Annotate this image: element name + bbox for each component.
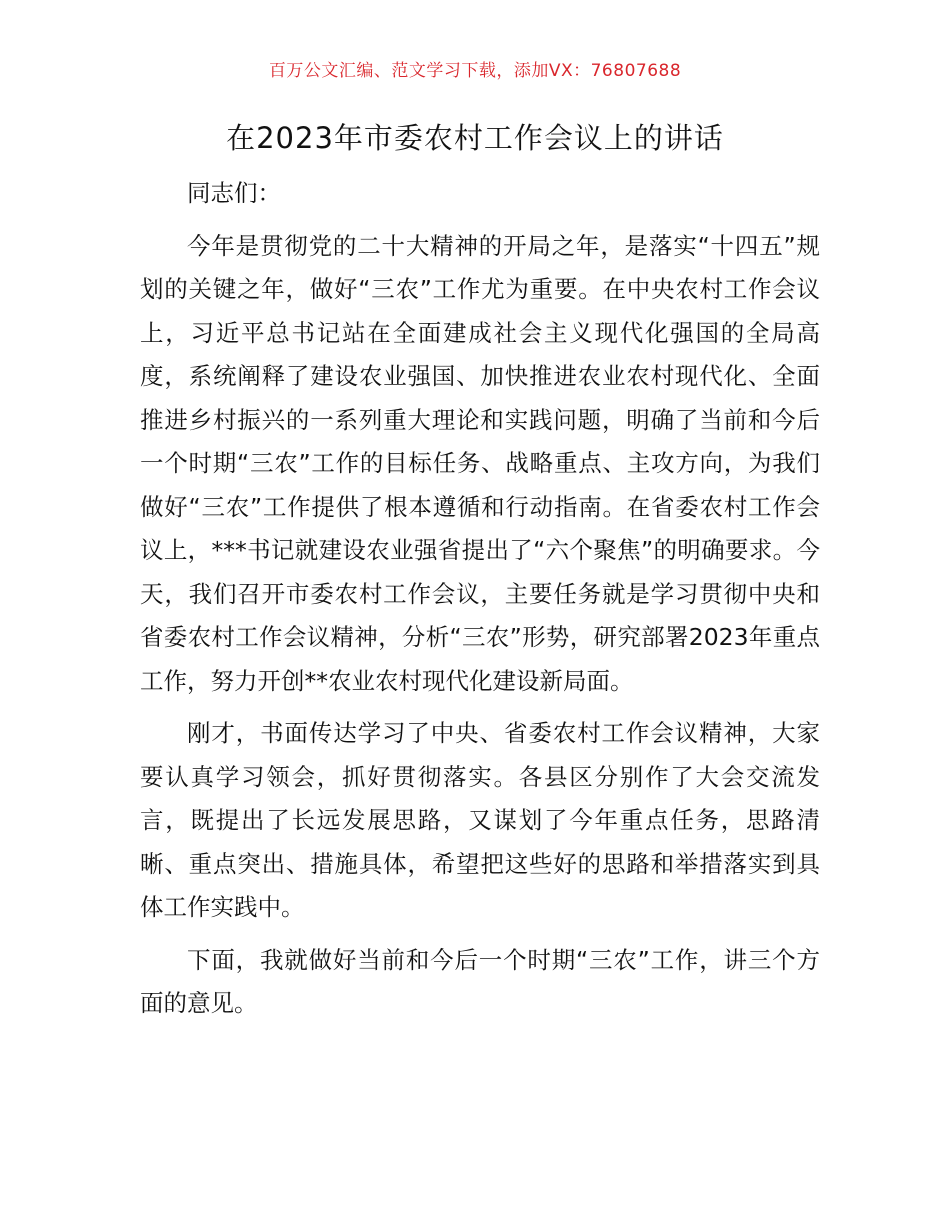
salutation: 同志们： bbox=[187, 179, 281, 207]
document-body bbox=[140, 172, 820, 1035]
header-watermark-note: 百万公文汇编、范文学习下载，添加VX：76807688 bbox=[268, 61, 682, 81]
paragraph-3: 下面，我就做好当前和今后一个时期“三农”工作，讲三个方面的意见。 bbox=[140, 945, 820, 1017]
paragraph-2: 刚才，书面传达学习了中央、省委农村工作会议精神，大家要认真学习领会，抓好贯彻落实。各县区分别作了大会交流发言，既提出了长远发展思路，又谋划了今年重点任务，思路清晰、重点突出、措施具体，希望把这些好的思路和举措落实到具体工作实践中。 bbox=[140, 719, 820, 921]
document-title: 在2023年市委农村工作会议上的讲话 bbox=[226, 121, 724, 155]
paragraph-1: 今年是贯彻党的二十大精神的开局之年，是落实“十四五”规划的关键之年，做好“三农”工作尤为重要。在中央农村工作会议上，习近平总书记站在全面建成社会主义现代化强国的全局高度，系统阐释了建设农业强国、加快推进农业农村现代化、全面推进乡村振兴的一系列重大理论和实践问题，明确了当前和今后一个时期“三农”工作的目标任务、战略重点、主攻方向，为我们做好“三农”工作提供了根本遵循和行动指南。在省委农村工作会议上，***书记就建设农业强省提出了“六个聚焦”的明确要求。今天，我们召开市委农村工作会议，主要任务就是学习贯彻中央和省委农村工作会议精神，分析“三农”形势，研究部署2023年重点工作，努力开创**农业农村现代化建设新局面。 bbox=[140, 231, 820, 695]
